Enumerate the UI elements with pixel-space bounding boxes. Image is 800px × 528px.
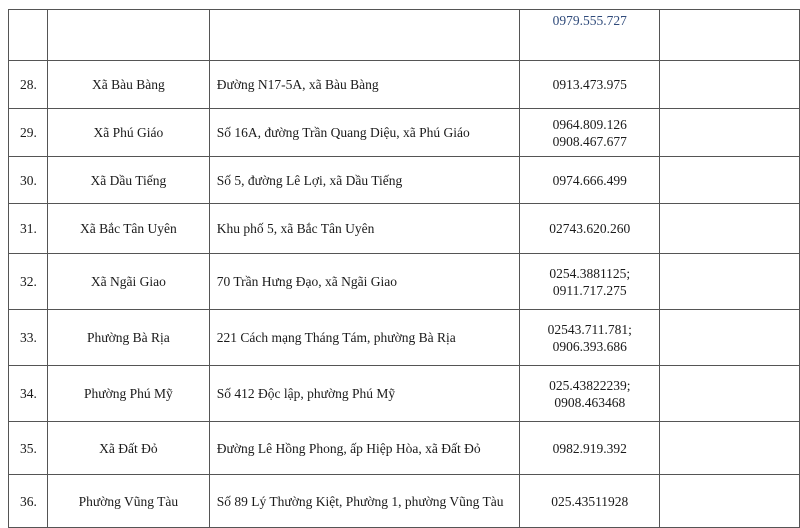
unit-phone [520, 109, 660, 157]
table-row [9, 61, 800, 109]
notes-cell [660, 475, 800, 528]
notes-cell [660, 157, 800, 204]
notes-cell [660, 310, 800, 366]
unit-address [209, 10, 520, 61]
unit-phone [520, 157, 660, 204]
unit-name: Phường Vũng Tàu [47, 475, 209, 528]
table-row [9, 310, 800, 366]
contact-table-page [8, 9, 800, 528]
phone-number: 025.43822239; [549, 377, 631, 393]
row-number: 28. [9, 61, 48, 109]
notes-cell [660, 61, 800, 109]
unit-address: 70 Trần Hưng Đạo, xã Ngãi Giao [209, 254, 520, 310]
unit-address: Đường Lê Hồng Phong, ấp Hiệp Hòa, xã Đất Đỏ [209, 422, 520, 475]
unit-name: Xã Dầu Tiếng [47, 157, 209, 204]
phone-number: 0911.717.275 [552, 282, 627, 298]
row-number: 35. [9, 422, 48, 475]
notes-cell [660, 254, 800, 310]
unit-name: Xã Ngãi Giao [47, 254, 209, 310]
phone-number: 02743.620.260 [549, 221, 631, 236]
phone-number: 0908.467.677 [552, 133, 627, 149]
phone-number: 0906.393.686 [552, 338, 627, 354]
unit-name: Phường Bà Rịa [47, 310, 209, 366]
row-number: 34. [9, 366, 48, 422]
unit-name: Xã Phú Giáo [47, 109, 209, 157]
phone-number: 0254.3881125; [549, 265, 631, 281]
unit-phone [520, 204, 660, 254]
notes-cell [660, 10, 800, 61]
unit-address: Số 412 Độc lập, phường Phú Mỹ [209, 366, 520, 422]
unit-phone [520, 61, 660, 109]
unit-phone [520, 254, 660, 310]
table-row [9, 366, 800, 422]
table-row [9, 422, 800, 475]
unit-phone [520, 310, 660, 366]
table-row [9, 204, 800, 254]
row-number: 29. [9, 109, 48, 157]
unit-name: Xã Bàu Bàng [47, 61, 209, 109]
unit-name: Xã Bắc Tân Uyên [47, 204, 209, 254]
row-number: 31. [9, 204, 48, 254]
table-row-continued [9, 10, 800, 61]
unit-address: Đường N17-5A, xã Bàu Bàng [209, 61, 520, 109]
unit-phone [520, 10, 660, 61]
notes-cell [660, 366, 800, 422]
phone-number: 025.43511928 [551, 493, 629, 509]
phone-number: 0964.809.126 [552, 116, 627, 132]
phone-number: 0913.473.975 [552, 77, 627, 92]
table-row [9, 475, 800, 528]
table-row [9, 157, 800, 204]
unit-phone [520, 475, 660, 528]
unit-address: Số 5, đường Lê Lợi, xã Dầu Tiếng [209, 157, 520, 204]
notes-cell [660, 422, 800, 475]
row-number [9, 10, 48, 61]
notes-cell [660, 109, 800, 157]
unit-name: Phường Phú Mỹ [47, 366, 209, 422]
table-row [9, 109, 800, 157]
table-row [9, 254, 800, 310]
unit-phone [520, 366, 660, 422]
unit-name: Xã Đất Đỏ [47, 422, 209, 475]
row-number: 32. [9, 254, 48, 310]
phone-number: 02543.711.781; [547, 321, 632, 337]
unit-address: Khu phố 5, xã Bắc Tân Uyên [209, 204, 520, 254]
row-number: 33. [9, 310, 48, 366]
phone-number: 0979.555.727 [552, 13, 627, 28]
unit-address: Số 16A, đường Trần Quang Diệu, xã Phú Giáo [209, 109, 520, 157]
unit-address: Số 89 Lý Thường Kiệt, Phường 1, phường Vũng Tàu [209, 475, 520, 528]
row-number: 30. [9, 157, 48, 204]
unit-phone [520, 422, 660, 475]
contact-table [8, 9, 800, 528]
phone-number: 0908.463468 [554, 394, 626, 410]
unit-name [47, 10, 209, 61]
phone-number: 0974.666.499 [552, 172, 627, 188]
phone-number: 0982.919.392 [552, 440, 627, 456]
row-number: 36. [9, 475, 48, 528]
unit-address: 221 Cách mạng Tháng Tám, phường Bà Rịa [209, 310, 520, 366]
notes-cell [660, 204, 800, 254]
